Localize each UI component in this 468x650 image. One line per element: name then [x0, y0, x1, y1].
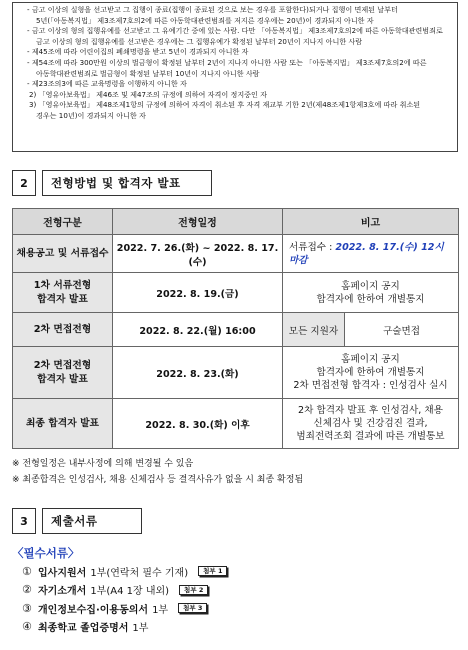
required-docs-title: 〈필수서류〉: [12, 546, 80, 560]
section-title: 제출서류: [42, 508, 142, 534]
deadline-highlight: 2022. 8. 17.(수) 12시 마감: [289, 241, 444, 266]
item-detail: 1부: [132, 623, 149, 635]
list-item: [22, 562, 227, 581]
section-number: 2: [12, 170, 36, 196]
row-note: [283, 235, 459, 273]
row-date: 2022. 7. 26.(화) ~ 2022. 8. 17.(수): [113, 235, 283, 273]
list-item: [22, 599, 227, 618]
footnote: ※ 전형일정은 내부사정에 의해 변경될 수 있음: [12, 459, 194, 469]
header-schedule: 전형일정: [113, 209, 283, 235]
row-label: 2차 면접전형 합격자 발표: [13, 347, 113, 399]
attachment-badge: 첨부 3: [178, 603, 207, 613]
table-header-row: [13, 209, 459, 235]
item-detail: 1부(연락처 필수 기재): [90, 567, 189, 579]
list-item: [22, 581, 227, 600]
note-prefix: 서류접수 :: [289, 241, 336, 253]
row-note: [283, 313, 459, 347]
note-method: 구술면접: [382, 325, 421, 337]
row-label: 최종 합격자 발표: [13, 399, 113, 449]
table-row: [13, 235, 459, 273]
disqualification-box: [12, 2, 458, 152]
disq-line: - 제23조의3에 따른 교육명령을 이행하지 아니한 자: [27, 79, 187, 89]
disq-line: 금고 이상의 형의 집행유예를 선고받은 경우에는 그 집행유예가 확정된 날부터 20년이 지나지 아니한 사람: [36, 36, 363, 46]
row-label: 2차 면접전형: [13, 313, 113, 347]
item-detail: 1부(A4 1장 내외): [90, 586, 170, 598]
note-target: 모든 지원자: [283, 313, 345, 346]
item-number: ③: [22, 601, 32, 615]
row-date: 2022. 8. 30.(화) 이후: [113, 399, 283, 449]
row-label: 1차 서류전형 합격자 발표: [13, 273, 113, 313]
item-detail: 1부: [152, 604, 169, 616]
table-row: [13, 313, 459, 347]
item-number: ②: [22, 583, 32, 597]
disq-line: 아동학대관련범죄로 벌금형이 확정된 날부터 10년이 지나지 아니한 사람: [36, 68, 260, 78]
attachment-badge: 첨부 1: [198, 566, 227, 576]
required-docs-list: [22, 562, 227, 636]
section-2-header: [12, 170, 212, 196]
attachment-badge: 첨부 2: [179, 585, 208, 595]
item-name: 입사지원서: [38, 567, 87, 579]
disq-line: 3) 「영유아보육법」 제48조제1항의 규정에 의하여 자격이 취소된 후 자격 재교부 기한 2년(제48조제1항제3호에 따라 취소된: [29, 100, 421, 110]
disq-line: - 금고 이상의 형의 집행유예를 선고받고 그 유예기간 중에 있는 사람. 다만 「아동복지법」 제3조제7호의2에 따른 아동학대관련범죄로: [27, 26, 443, 36]
footnote: ※ 최종합격은 인성검사, 채용 신체검사 등 결격사유가 없을 시 최종 확정됨: [12, 475, 304, 485]
list-item: [22, 618, 227, 637]
item-number: ④: [22, 620, 32, 634]
disq-line: 5년(「아동복지법」 제3조제7호의2에 따른 아동학대관련범죄를 저지른 경우에는 20년)이 경과되지 아니한 자: [36, 15, 374, 25]
row-note: 홈페이지 공지 합격자에 한하여 개별통지 2차 면접전형 합격자 : 인성검사 실시: [283, 347, 459, 399]
table-row: [13, 347, 459, 399]
item-name: 개인정보수집·이용동의서: [38, 604, 149, 616]
schedule-table: [12, 208, 459, 449]
table-row: [13, 273, 459, 313]
row-date: 2022. 8. 22.(월) 16:00: [113, 313, 283, 347]
disq-line: - 금고 이상의 실형을 선고받고 그 집행이 종료(집행이 종료된 것으로 보는 경우를 포함한다)되거나 집행이 면제된 날부터: [27, 5, 398, 14]
item-name: 자기소개서: [38, 586, 87, 598]
item-number: ①: [22, 564, 32, 578]
table-row: [13, 399, 459, 449]
item-name: 최종학교 졸업증명서: [38, 623, 129, 635]
header-category: 전형구분: [13, 209, 113, 235]
disq-line: 경우는 10년)이 경과되지 아니한 자: [36, 110, 146, 120]
row-label: 채용공고 및 서류접수: [13, 235, 113, 273]
row-note: 2차 합격자 발표 후 인성검사, 채용 신체검사 및 건강검진 결과, 범죄전력조회 결과에 따른 개별통보: [283, 399, 459, 449]
row-note: 홈페이지 공지 합격자에 한하여 개별통지: [283, 273, 459, 313]
section-3-header: [12, 508, 142, 534]
disq-line: 2) 「영유아보육법」 제46조 및 제47조의 규정에 의하여 자격이 정지중인 자: [29, 89, 267, 99]
disq-line: - 제45조에 따라 어린이집의 폐쇄명령을 받고 5년이 경과되지 아니한 자: [27, 47, 249, 57]
disq-line: - 제54조에 따라 300만원 이상의 벌금형이 확정된 날부터 2년이 지나지 아니한 사람 또는 「아동복지법」 제3조제7호의2에 따른: [27, 57, 427, 67]
row-date: 2022. 8. 23.(화): [113, 347, 283, 399]
section-title: 전형방법 및 합격자 발표: [42, 170, 212, 196]
section-number: 3: [12, 508, 36, 534]
row-date: 2022. 8. 19.(금): [113, 273, 283, 313]
header-remarks: 비고: [283, 209, 459, 235]
